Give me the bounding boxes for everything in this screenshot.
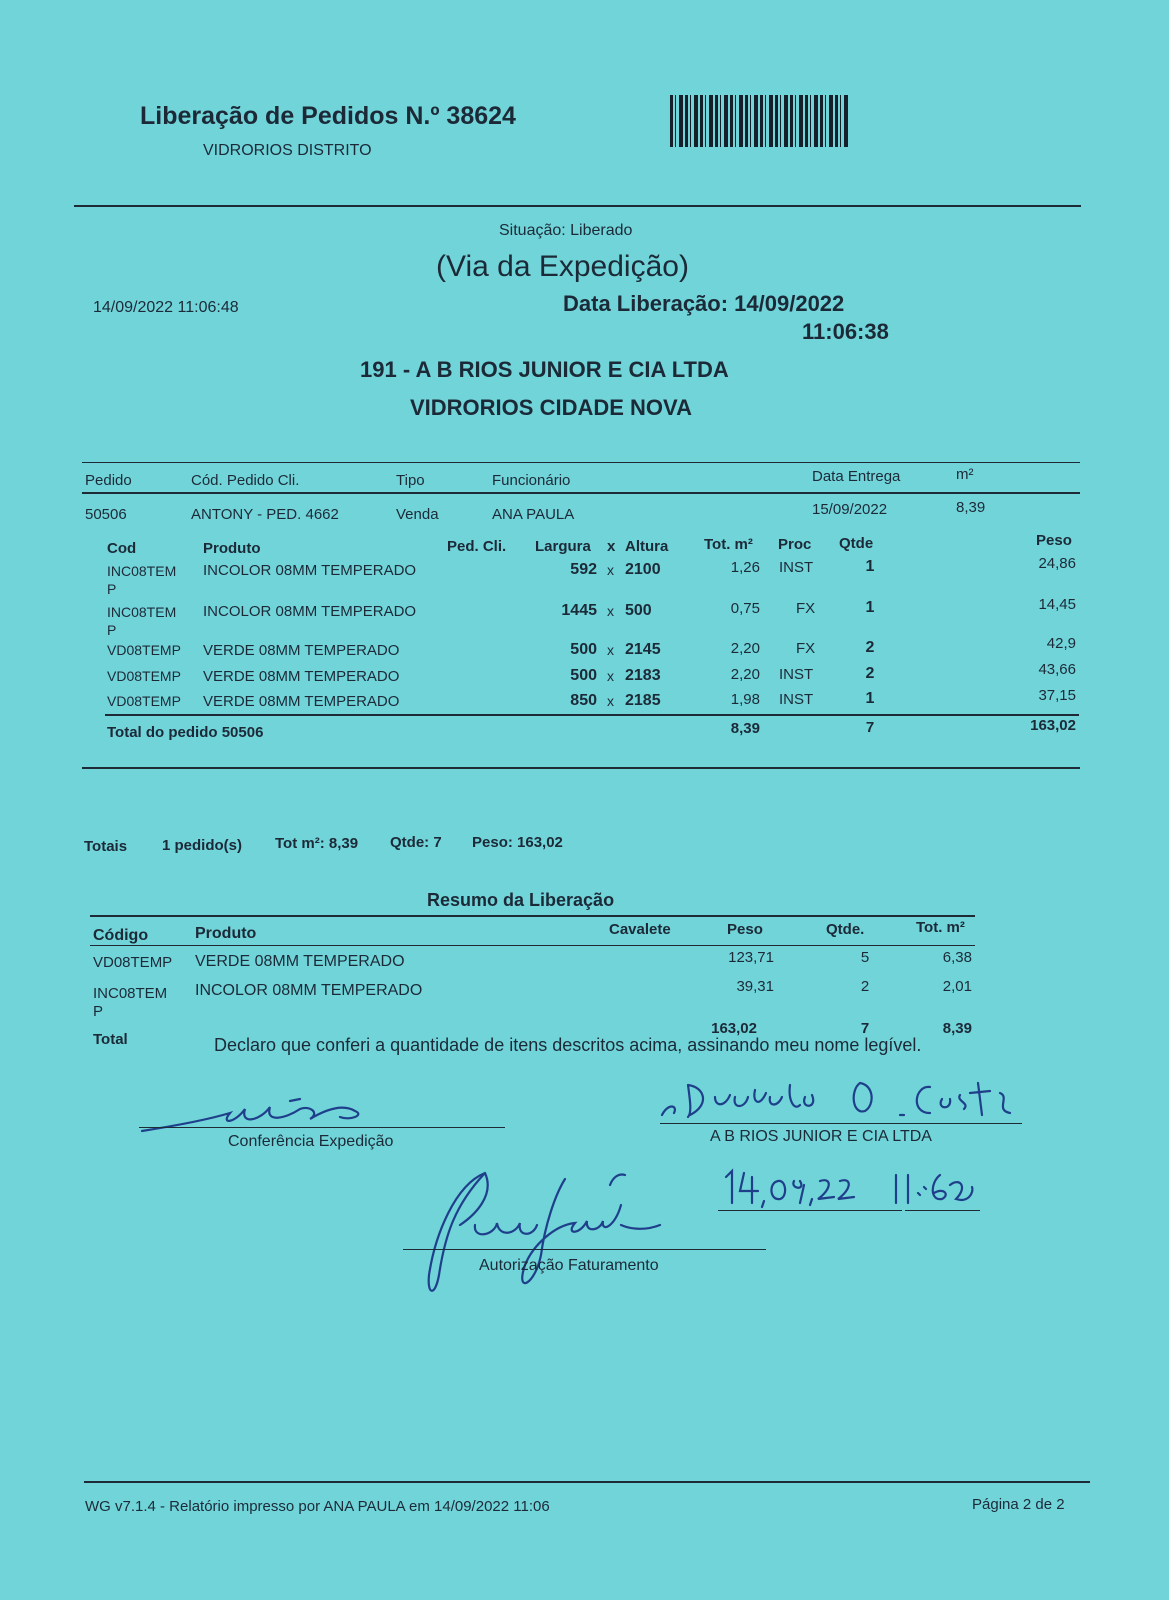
item-cod-cont: P	[107, 581, 117, 597]
summary-qtde: 2	[860, 978, 870, 995]
signature-client	[660, 1075, 1020, 1125]
handwritten-date	[720, 1163, 1010, 1211]
summary-codigo: INC08TEM	[93, 985, 168, 1002]
divider	[74, 205, 1081, 207]
item-largura: 850	[570, 692, 597, 709]
item-produto: INCOLOR 08MM TEMPERADO	[203, 603, 417, 620]
page-number: Página 2 de 2	[972, 1496, 1065, 1513]
totals-qtde: Qtde: 7	[390, 834, 442, 851]
item-produto: INCOLOR 08MM TEMPERADO	[203, 562, 417, 579]
item-proc: FX	[796, 640, 816, 657]
item-largura: 1445	[561, 602, 597, 619]
item-qtde: 1	[865, 558, 875, 575]
item-x: x	[607, 668, 614, 684]
order-cod-pedido-cli: ANTONY - PED. 4662	[191, 506, 339, 523]
items-col-ped-cli: Ped. Cli.	[447, 538, 507, 555]
summary-tot-m2: 2,01	[942, 978, 972, 995]
order-data-entrega: 15/09/2022	[812, 501, 888, 518]
order-pedido: 50506	[85, 506, 127, 523]
order-funcionario: ANA PAULA	[492, 506, 575, 523]
item-altura: 2145	[625, 641, 661, 658]
order-total-label: Total do pedido 50506	[107, 724, 264, 741]
summary-total-label: Total	[93, 1031, 128, 1048]
print-datetime: 14/09/2022 11:06:48	[93, 299, 239, 316]
client-name: 191 - A B RIOS JUNIOR E CIA LTDA	[360, 357, 729, 382]
client-branch: VIDRORIOS CIDADE NOVA	[410, 395, 692, 420]
item-cod: INC08TEM	[107, 563, 177, 579]
item-cod: VD08TEMP	[107, 693, 181, 709]
item-altura: 2183	[625, 667, 661, 684]
item-qtde: 1	[865, 599, 875, 616]
col-cod-pedido-cli: Cód. Pedido Cli.	[191, 472, 300, 489]
items-col-cod: Cod	[107, 540, 137, 557]
time-line	[905, 1210, 980, 1211]
divider	[82, 767, 1080, 769]
item-peso: 37,15	[1038, 687, 1076, 704]
item-tot-m2: 1,98	[730, 691, 760, 708]
data-liberacao-time: 11:06:38	[802, 319, 889, 344]
summary-col-codigo: Código	[93, 927, 149, 944]
item-x: x	[607, 603, 614, 619]
declaration-text: Declaro que conferi a quantidade de itens descritos acima, assinando meu nome legível.	[214, 1035, 922, 1055]
data-liberacao: Data Liberação: 14/09/2022	[563, 291, 845, 316]
item-tot-m2: 1,26	[730, 559, 760, 576]
items-col-proc: Proc	[778, 536, 812, 553]
item-largura: 592	[570, 561, 597, 578]
divider	[84, 1481, 1090, 1483]
situacao-status: Situação: Liberado	[499, 222, 633, 239]
item-tot-m2: 2,20	[730, 666, 760, 683]
item-cod: VD08TEMP	[107, 642, 181, 658]
summary-total-m2: 8,39	[942, 1020, 972, 1037]
signature-autorizacao	[415, 1165, 685, 1305]
totals-label: Totais	[84, 838, 128, 855]
summary-produto: VERDE 08MM TEMPERADO	[195, 953, 405, 970]
items-col-x: x	[607, 538, 616, 555]
item-altura: 2100	[625, 561, 661, 578]
col-pedido: Pedido	[85, 472, 132, 489]
summary-qtde: 5	[860, 949, 870, 966]
item-proc: INST	[779, 559, 814, 576]
signature-conferencia	[140, 1095, 380, 1135]
item-tot-m2: 0,75	[730, 600, 760, 617]
item-peso: 24,86	[1038, 555, 1076, 572]
summary-col-produto: Produto	[195, 925, 257, 942]
barcode	[670, 95, 848, 147]
summary-col-tot-m2: Tot. m²	[916, 919, 965, 936]
divider	[82, 462, 1080, 463]
order-tipo: Venda	[396, 506, 439, 523]
item-peso: 43,66	[1038, 661, 1076, 678]
summary-produto: INCOLOR 08MM TEMPERADO	[195, 982, 423, 999]
summary-codigo-cont: P	[93, 1003, 104, 1020]
summary-total-qtde: 7	[860, 1020, 870, 1037]
item-largura: 500	[570, 641, 597, 658]
item-qtde: 2	[865, 665, 875, 682]
summary-title: Resumo da Liberação	[427, 890, 615, 910]
item-largura: 500	[570, 667, 597, 684]
item-qtde: 2	[865, 639, 875, 656]
divider	[105, 714, 1079, 716]
divider	[82, 492, 1080, 494]
summary-total-peso: 163,02	[711, 1020, 757, 1037]
col-funcionario: Funcionário	[492, 472, 571, 489]
col-m2: m²	[956, 466, 974, 483]
items-col-altura: Altura	[625, 538, 669, 555]
item-proc: INST	[779, 666, 814, 683]
summary-peso: 123,71	[728, 949, 774, 966]
item-x: x	[607, 562, 614, 578]
date-line	[718, 1210, 902, 1211]
order-total-peso: 163,02	[1030, 717, 1076, 734]
col-tipo: Tipo	[396, 472, 425, 489]
order-m2: 8,39	[956, 499, 986, 516]
items-col-produto: Produto	[203, 540, 261, 557]
item-altura: 2185	[625, 692, 661, 709]
item-cod: INC08TEM	[107, 604, 177, 620]
signature-line	[660, 1123, 1022, 1124]
item-altura: 500	[625, 602, 652, 619]
footer-report-info: WG v7.1.4 - Relatório impresso por ANA PAULA em 14/09/2022 11:06	[85, 1498, 550, 1515]
item-produto: VERDE 08MM TEMPERADO	[203, 642, 400, 659]
items-col-qtde: Qtde	[839, 535, 874, 552]
totals-pedidos: 1 pedido(s)	[162, 837, 243, 854]
summary-col-cavalete: Cavalete	[609, 921, 671, 938]
item-qtde: 1	[865, 690, 875, 707]
item-x: x	[607, 693, 614, 709]
order-total-qtde: 7	[865, 719, 875, 736]
signature-line	[403, 1249, 766, 1250]
divider	[90, 915, 975, 917]
item-proc: FX	[796, 600, 816, 617]
item-produto: VERDE 08MM TEMPERADO	[203, 693, 400, 710]
item-cod-cont: P	[107, 622, 117, 638]
order-total-m2: 8,39	[730, 720, 760, 737]
client-signature-label: A B RIOS JUNIOR E CIA LTDA	[710, 1128, 932, 1145]
summary-peso: 39,31	[736, 978, 774, 995]
document-title: Liberação de Pedidos N.º 38624	[140, 102, 516, 130]
item-peso: 42,9	[1046, 635, 1076, 652]
signature-line	[139, 1127, 505, 1128]
items-col-tot-m2: Tot. m²	[704, 536, 753, 553]
item-proc: INST	[779, 691, 814, 708]
item-cod: VD08TEMP	[107, 668, 181, 684]
item-produto: VERDE 08MM TEMPERADO	[203, 668, 400, 685]
item-x: x	[607, 642, 614, 658]
via-label: (Via da Expedição)	[436, 250, 689, 283]
totals-m2: Tot m²: 8,39	[275, 835, 359, 852]
item-tot-m2: 2,20	[730, 640, 760, 657]
item-peso: 14,45	[1038, 596, 1076, 613]
conferencia-label: Conferência Expedição	[228, 1133, 394, 1150]
items-col-peso: Peso	[1036, 532, 1072, 549]
company-name: VIDRORIOS DISTRITO	[203, 142, 372, 159]
items-col-largura: Largura	[535, 538, 591, 555]
summary-codigo: VD08TEMP	[93, 954, 173, 971]
summary-col-peso: Peso	[727, 921, 763, 938]
summary-tot-m2: 6,38	[942, 949, 972, 966]
totals-peso: Peso: 163,02	[472, 834, 563, 851]
summary-col-qtde: Qtde.	[826, 921, 865, 938]
divider	[90, 945, 975, 946]
autorizacao-label: Autorização Faturamento	[479, 1257, 659, 1274]
col-data-entrega: Data Entrega	[812, 468, 901, 485]
